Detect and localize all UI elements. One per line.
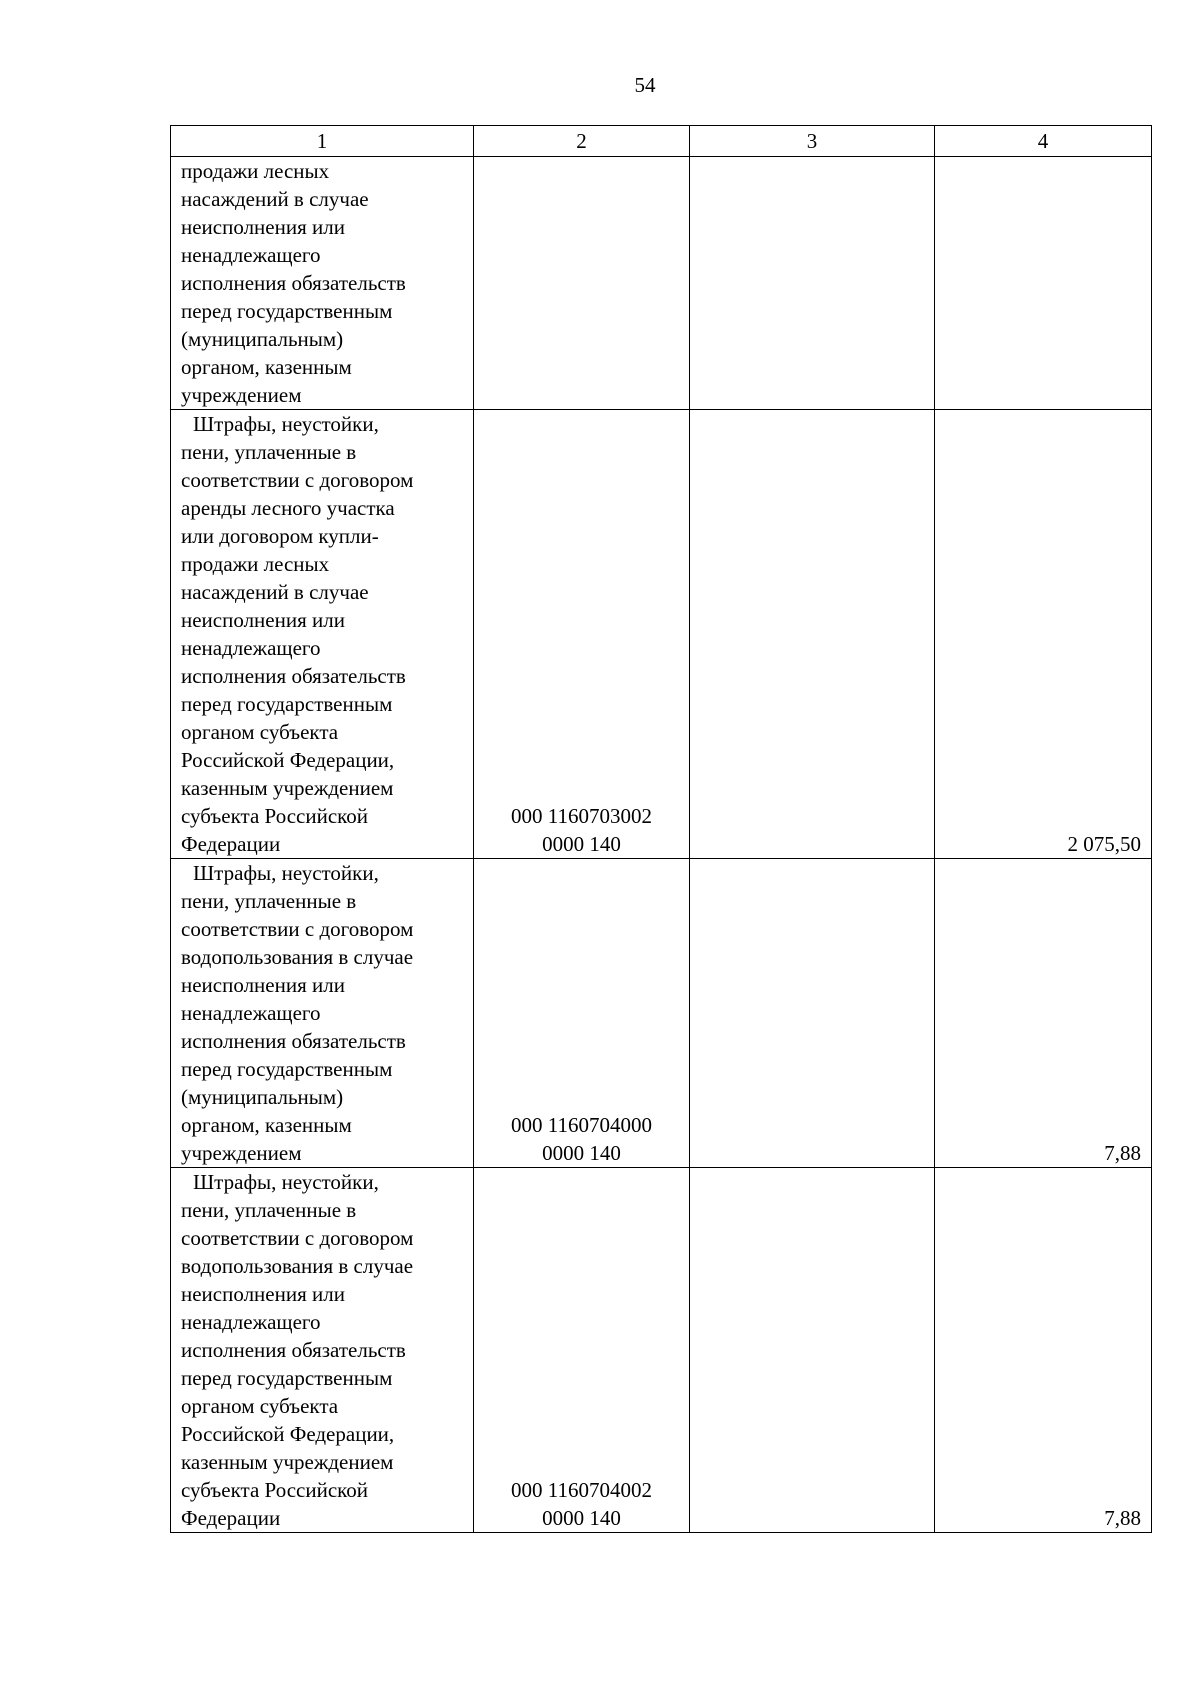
name-line: или договором купли- [181, 524, 379, 548]
name-line: Федерации [181, 832, 281, 856]
cell-code [474, 157, 690, 410]
name-line: ненадлежащего [181, 1310, 321, 1334]
cell-amount [935, 157, 1152, 410]
cell-amount: 2 075,50 [935, 410, 1152, 859]
name-line: Российской Федерации, [181, 1422, 395, 1446]
name-line: водопользования в случае [181, 1254, 414, 1278]
name-line: продажи лесных [181, 159, 330, 183]
name-line: неисполнения или [181, 973, 345, 997]
table-row [171, 1168, 1152, 1533]
name-line: исполнения обязательств [181, 1029, 406, 1053]
name-line: Российской Федерации, [181, 748, 395, 772]
code-line: 0000 140 [542, 1506, 621, 1530]
name-line: Штрафы, неустойки, [193, 1170, 379, 1194]
cell-code [474, 1168, 690, 1533]
cell-name [171, 410, 474, 859]
name-line: казенным учреждением [181, 776, 394, 800]
cell-amount: 7,88 [935, 859, 1152, 1168]
table-header-row [171, 126, 1152, 157]
name-line: исполнения обязательств [181, 1338, 406, 1362]
cell-col3 [690, 410, 935, 859]
name-line: водопользования в случае [181, 945, 414, 969]
name-line: пени, уплаченные в [181, 1198, 357, 1222]
name-line: насаждений в случае [181, 580, 369, 604]
cell-code [474, 410, 690, 859]
cell-amount: 7,88 [935, 1168, 1152, 1533]
code-line: 000 1160703002 [511, 804, 652, 828]
name-line: соответствии с договором [181, 468, 414, 492]
cell-col3 [690, 859, 935, 1168]
name-line: ненадлежащего [181, 243, 321, 267]
cell-col3 [690, 157, 935, 410]
name-line: аренды лесного участка [181, 496, 395, 520]
name-line: субъекта Российской [181, 1478, 369, 1502]
code-line: 000 1160704002 [511, 1478, 652, 1502]
name-line: (муниципальным) [181, 1085, 344, 1109]
name-line: исполнения обязательств [181, 664, 406, 688]
name-line: перед государственным [181, 1057, 393, 1081]
name-line: насаждений в случае [181, 187, 369, 211]
name-line: неисполнения или [181, 608, 345, 632]
column-header-2: 2 [474, 126, 690, 157]
name-line: ненадлежащего [181, 636, 321, 660]
name-line: учреждением [181, 383, 302, 407]
revenue-table [170, 125, 1152, 1533]
cell-name [171, 1168, 474, 1533]
name-line: казенным учреждением [181, 1450, 394, 1474]
name-line: субъекта Российской [181, 804, 369, 828]
page-number: 54 [634, 73, 656, 97]
name-line: органом, казенным [181, 1113, 352, 1137]
table-body [171, 157, 1152, 1533]
name-line: пени, уплаченные в [181, 889, 357, 913]
cell-name [171, 859, 474, 1168]
name-line: продажи лесных [181, 552, 330, 576]
name-line: неисполнения или [181, 215, 345, 239]
name-line: органом субъекта [181, 1394, 339, 1418]
code-line: 0000 140 [542, 1141, 621, 1165]
name-line: учреждением [181, 1141, 302, 1165]
name-line: соответствии с договором [181, 1226, 414, 1250]
name-line: пени, уплаченные в [181, 440, 357, 464]
name-line: Штрафы, неустойки, [193, 861, 379, 885]
name-line: соответствии с договором [181, 917, 414, 941]
name-line: перед государственным [181, 1366, 393, 1390]
column-header-1: 1 [171, 126, 474, 157]
name-line: неисполнения или [181, 1282, 345, 1306]
name-line: (муниципальным) [181, 327, 344, 351]
table-row [171, 410, 1152, 859]
name-line: перед государственным [181, 299, 393, 323]
column-header-3: 3 [690, 126, 935, 157]
name-line: органом, казенным [181, 355, 352, 379]
code-line: 0000 140 [542, 832, 621, 856]
column-header-4: 4 [935, 126, 1152, 157]
table-row [171, 859, 1152, 1168]
name-line: исполнения обязательств [181, 271, 406, 295]
name-line: ненадлежащего [181, 1001, 321, 1025]
name-line: перед государственным [181, 692, 393, 716]
name-line: органом субъекта [181, 720, 339, 744]
table-row [171, 157, 1152, 410]
cell-col3 [690, 1168, 935, 1533]
cell-code [474, 859, 690, 1168]
name-line: Федерации [181, 1506, 281, 1530]
code-line: 000 1160704000 [511, 1113, 652, 1137]
name-line: Штрафы, неустойки, [193, 412, 379, 436]
cell-name [171, 157, 474, 410]
